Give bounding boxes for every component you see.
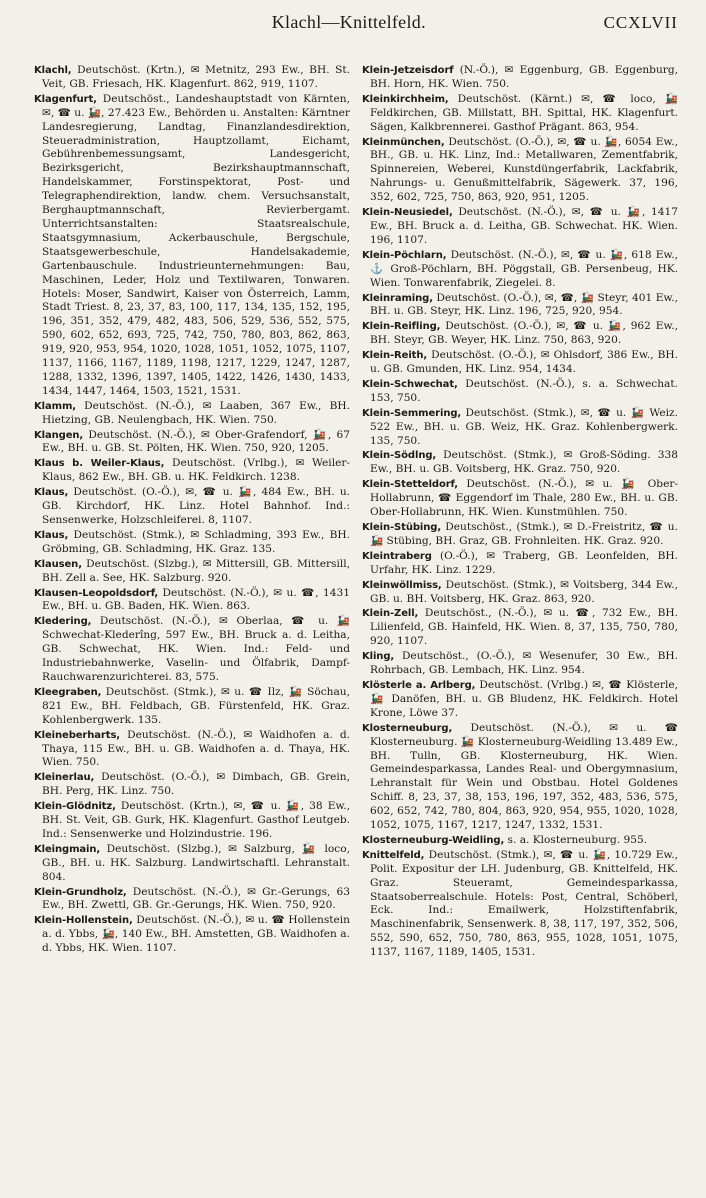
- directory-entry: [362, 292, 678, 320]
- entry-headword: Klein-Zell,: [362, 608, 419, 620]
- entry-text: Deutschöst., Landeshauptstadt von Kärnten, ✉, ☎ u. 🚂, 27.423 Ew., Behörden u. Anstalten: Kärntner Landesregierung, Landtag, Finanzlandesdirektion, Steueradministration, Hauptzollamt, Eichamt, Gebührenbemessungsamt, Landesgericht, Bezirksgericht, Bezirkshauptmannschaft, Handelskammer, Forstinspektorat, Post- und Telegraphendirektion, landw. chem. Versuchsanstalt, Berghauptmannschaft, Revierbergamt. Unterrichtsanstalten: Staatsrealschule, Staatsgymnasium, Ackerbauschule, Bergschule, Staatsgewerbeschule, Handelsakademie, Gartenbauschule. Industrieunternehmungen: Bau, Maschinen, Leder, Holz und Textilwaren, Tonwaren. Hotels: Moser, Sandwirt, Kaiser von Österreich, Lamm, Stadt Triest. 8, 23, 37, 83, 100, 117, 134, 135, 152, 195, 196, 351, 352, 479, 482, 483, 506, 529, 536, 552, 575, 590, 602, 652, 693, 725, 742, 750, 780, 803, 862, 863, 919, 920, 953, 954, 1020, 1028, 1051, 1052, 1075, 1107, 1137, 1166, 1167, 1189, 1198, 1217, 1229, 1247, 1287, 1288, 1332, 1396, 1397, 1405, 1422, 1426, 1430, 1433, 1434, 1447, 1464, 1503, 1521, 1531.: [42, 92, 350, 397]
- entry-text: s. a. Klosterneuburg. 955.: [507, 833, 648, 846]
- entry-headword: Kledering,: [34, 616, 92, 628]
- directory-entry: [362, 579, 678, 607]
- directory-entry: [362, 407, 678, 449]
- entry-headword: Klein-Hollenstein,: [34, 915, 133, 927]
- entry-text: Deutschöst. (Slzbg.), ✉ Mittersill, GB. Mittersill, BH. Zell a. See, HK. Salzburg. 920.: [42, 557, 351, 584]
- directory-entry: [362, 679, 678, 721]
- entry-headword: Kleingmain,: [34, 843, 101, 855]
- entry-headword: Klausen-Leopoldsdorf,: [34, 587, 159, 599]
- entry-text: Deutschöst. (Slzbg.), ✉ Salzburg, 🚂 loco, GB., BH. u. HK. Salzburg. Landwirtschaftl. Lehranstalt. 804.: [42, 842, 350, 883]
- entry-headword: Klein-Neusiedel,: [362, 207, 453, 219]
- entry-text: Deutschöst. (Stmk.), ✉, ☎ u. 🚂, 10.729 Ew., Polit. Expositur der LH. Judenburg, GB. Knittelfeld, HK. Graz. Steueramt, Gemeindesparkassa, Staatsoberrealschule. Hotels: Post, Central, Schöberl, Eck. Ind.: Emailwerk, Holzstiftenfabrik, Maschinenfabrik, Sensenwerk. 8, 38, 117, 197, 352, 506, 552, 590, 652, 750, 780, 863, 955, 1028, 1051, 1075, 1137, 1167, 1189, 1405, 1531.: [370, 848, 679, 959]
- directory-entry: [362, 650, 678, 678]
- entry-headword: Klein-Södlng,: [362, 450, 437, 462]
- directory-entry: [362, 722, 678, 833]
- entry-headword: Kleinerlau,: [34, 772, 95, 784]
- left-column: [34, 64, 350, 961]
- directory-entry: [34, 558, 350, 586]
- entry-headword: Klaus b. Weiler-Klaus,: [34, 458, 165, 470]
- running-title: Klachl—Knittelfeld.: [271, 12, 426, 32]
- directory-entry: [362, 521, 678, 549]
- directory-entry: [34, 587, 350, 615]
- entry-headword: Klein-Reith,: [362, 350, 428, 362]
- directory-entry: [34, 486, 350, 528]
- entry-headword: Kleinkirchheim,: [362, 93, 449, 105]
- entry-columns: [34, 64, 678, 961]
- entry-text: Deutschöst. (O.-Ö.), ✉ Dimbach, GB. Grein, BH. Perg, HK. Linz. 750.: [42, 771, 350, 798]
- directory-entry: [34, 93, 350, 399]
- entry-text: Deutschöst. (N.-Ö.), ✉ Waidhofen a. d. Thaya, 115 Ew., BH. u. GB. Waidhofen a. d. Thaya, HK. Wien. 750.: [42, 728, 350, 769]
- entry-text: Deutschöst. (N.-Ö.), ✉ u. ☎, 1431 Ew., BH. u. GB. Baden, HK. Wien. 863.: [42, 586, 350, 613]
- entry-text: (O.-Ö.), ✉ Traberg, GB. Leonfelden, BH. Urfahr, HK. Linz. 1229.: [370, 549, 678, 576]
- entry-headword: Klausen,: [34, 558, 82, 570]
- entry-text: Deutschöst. (O.-Ö.), ✉ Ohlsdorf, 386 Ew., BH. u. GB. Gmunden, HK. Linz. 954, 1434.: [370, 349, 678, 376]
- entry-text: Deutschöst. (N.-Ö.), ✉ u. ☎ Klosterneuburg. 🚂 Klosterneuburg-Weidling 13.489 Ew., BH. Tulln, GB. Klosterneuburg, HK. Wien. Gemeindesparkassa, Landes Real- und Obergymnasium, Lehranstalt für Wein und Obstbau. Hotel Goldenes Schiff. 8, 23, 37, 38, 153, 196, 197, 352, 483, 536, 575, 602, 652, 742, 780, 804, 863, 920, 954, 955, 1020, 1028, 1052, 1075, 1167, 1217, 1247, 1332, 1531.: [370, 721, 678, 832]
- entry-headword: Klosterneuburg-Weidling,: [362, 834, 505, 846]
- entry-text: Deutschöst. (N.-Ö.), ✉, ☎ u. 🚂, 618 Ew., ⚓ Groß-Pöchlarn, BH. Pöggstall, GB. Persenbeug, HK. Wien. Tonwarenfabrik, Ziegelei. 8.: [370, 248, 678, 289]
- entry-text: Deutschöst. (Stmk.), ✉ u. ☎ Ilz, 🚂 Söchau, 821 Ew., BH. Feldbach, GB. Fürstenfeld, HK. Graz. Kohlenbergwerk. 135.: [42, 685, 350, 726]
- directory-entry: [34, 529, 350, 557]
- entry-headword: Klamm,: [34, 400, 76, 412]
- entry-text: Deutschöst. (Stmk.), ✉ Schladming, 393 Ew., BH. Gröbming, GB. Schladming, HK. Graz. 135.: [42, 528, 350, 555]
- entry-text: Deutschöst. (N.-Ö.), ✉ u. ☎ Hollenstein a. d. Ybbs, 🚂, 140 Ew., BH. Amstetten, GB. Waidhofen a. d. Ybbs, HK. Wien. 1107.: [42, 914, 350, 955]
- entry-text: Deutschöst. (O.-Ö.), ✉, ☎ u. 🚂, 962 Ew., BH. Steyr, GB. Weyer, HK. Linz. 750, 863, 920.: [370, 320, 679, 347]
- entry-headword: Kleineberharts,: [34, 729, 120, 741]
- directory-entry: [362, 349, 678, 377]
- entry-text: Deutschöst. (N.-Ö.), s. a. Schwechat. 153, 750.: [370, 377, 678, 404]
- directory-entry: [34, 800, 350, 842]
- entry-headword: Knittelfeld,: [362, 849, 425, 861]
- entry-text: Deutschöst. (Stmk.), ✉, ☎ u. 🚂 Weiz. 522 Ew., BH. u. GB. Weiz, HK. Graz. Kohlenbergwerk. 135, 750.: [370, 406, 678, 447]
- entry-text: Deutschöst. (O.-Ö.), ✉, ☎, 🚂 Steyr, 401 Ew., BH. u. GB. Steyr, HK. Linz. 196, 725, 920, 954.: [370, 291, 679, 318]
- directory-entry: [34, 686, 350, 728]
- directory-entry: [362, 206, 678, 248]
- entry-headword: Klein-Pöchlarn,: [362, 249, 447, 261]
- entry-headword: Klachl,: [34, 65, 72, 76]
- entry-headword: Klagenfurt,: [34, 93, 97, 105]
- directory-entry: [34, 843, 350, 885]
- entry-headword: Klosterneuburg,: [362, 722, 453, 734]
- entry-headword: Klein-Glödnitz,: [34, 801, 116, 813]
- entry-text: Deutschöst. (Krtn.), ✉, ☎ u. 🚂, 38 Ew., BH. St. Veit, GB. Gurk, HK. Klagenfurt. Gasthof Leutgeb. Ind.: Sensenwerke und Holzindustrie. 196.: [42, 800, 350, 840]
- entry-headword: Klein-Stübing,: [362, 522, 442, 533]
- directory-entry: [34, 457, 350, 485]
- directory-entry: [362, 136, 678, 206]
- entry-headword: Klein-Stetteldorf,: [362, 479, 458, 491]
- entry-text: Deutschöst., (Stmk.), ✉ D.-Freistritz, ☎ u. 🚂 Stübing, BH. Graz, GB. Frohnleiten. HK. Graz. 920.: [370, 521, 678, 547]
- entry-text: Deutschöst. (Kärnt.) ✉, ☎ loco, 🚂 Feldkirchen, GB. Millstatt, BH. Spittal, HK. Klagenfurt. Sägen, Kalkbrennerei. Gasthof Prägant. 863, 954.: [370, 92, 678, 133]
- directory-entry: [34, 729, 350, 771]
- entry-headword: Kling,: [362, 651, 395, 663]
- entry-text: Deutschöst. (Vrlbg.), ✉ Weiler-Klaus, 862 Ew., BH. GB. u. HK. Feldkirch. 1238.: [42, 457, 351, 484]
- entry-headword: Klein-Schwechat,: [362, 378, 458, 390]
- entry-headword: Kleegraben,: [34, 686, 102, 698]
- entry-text: Deutschöst. (O.-Ö.), ✉, ☎ u. 🚂, 6054 Ew., BH., GB. u. HK. Linz, Ind.: Metallwaren, Zementfabrik, Spinnereien, Weberei, Kunstdüngerfabrik, Lackfabrik, Nahrungs- u. Genußmittelfabrik, Sägewerk. 37, 196, 352, 602, 725, 750, 863, 920, 951, 1205.: [370, 135, 678, 204]
- directory-entry: [362, 378, 678, 406]
- right-column: [362, 64, 678, 961]
- directory-entry: [362, 320, 678, 348]
- directory-entry: [34, 400, 350, 428]
- entry-text: Deutschöst. (Stmk.), ✉ Groß-Söding. 338 Ew., BH. u. GB. Voitsberg, HK. Graz. 750, 920.: [370, 449, 679, 476]
- entry-text: Deutschöst. (Krtn.), ✉ Metnitz, 293 Ew., BH. St. Veit, GB. Friesach, HK. Klagenfurt. 862, 919, 1107.: [42, 64, 351, 90]
- entry-text: Deutschöst., (O.-Ö.), ✉ Wesenufer, 30 Ew., BH. Rohrbach, GB. Lembach, HK. Linz. 954.: [370, 650, 678, 677]
- directory-entry: [34, 615, 350, 685]
- directory-entry: [362, 834, 678, 848]
- directory-entry: [34, 771, 350, 799]
- entry-headword: Klaus,: [34, 487, 69, 499]
- entry-headword: Klein-Grundholz,: [34, 886, 127, 898]
- entry-text: Deutschöst. (N.-Ö.), ✉ Oberlaa, ☎ u. 🚂 Schwechat-Klederîng, 597 Ew., BH. Bruck a. d. Leitha, GB. Schwechat, HK. Wien. Ind.: Feld- und Industriebahnwerke, Vaselin- und Ölfabrik, Dampf-Rauchwarenzurichterei. 83, 575.: [42, 615, 350, 683]
- entry-text: Deutschöst. (N.-Ö.), ✉ Laaben, 367 Ew., BH. Hietzing, GB. Neulengbach, HK. Wien. 750.: [42, 399, 350, 426]
- entry-text: Deutschöst. (O.-Ö.), ✉, ☎ u. 🚂, 484 Ew., BH. u. GB. Kirchdorf, HK. Linz. Hotel Bahnhof. Ind.: Sensenwerke, Holzschleiferei. 8, 1107.: [42, 486, 351, 526]
- entry-headword: Kleinmünchen,: [362, 136, 445, 148]
- entry-text: Deutschöst. (Vrlbg.) ✉, ☎ Klösterle, 🚂 Danöfen, BH. u. GB Bludenz, HK. Feldkirch. Hotel Krone, Löwe 37.: [370, 678, 678, 719]
- entry-headword: Klangen,: [34, 429, 84, 441]
- directory-entry: [34, 914, 350, 956]
- entry-headword: Klaus,: [34, 529, 69, 541]
- entry-text: Deutschöst. (N.-Ö.), ✉ Gr.-Gerungs, 63 Ew., BH. Zwettl, GB. Gr.-Gerungs, HK. Wien. 750, 920.: [42, 885, 350, 912]
- entry-text: Deutschöst., (N.-Ö.), ✉ u. ☎, 732 Ew., BH. Lilienfeld, GB. Hainfeld, HK. Wien. 8, 37, 135, 750, 780, 920, 1107.: [370, 607, 678, 648]
- entry-text: Deutschöst. (N.-Ö.), ✉, ☎ u. 🚂, 1417 Ew., BH. Bruck a. d. Leitha, GB. Schwechat. HK. Wien. 196, 1107.: [370, 206, 678, 246]
- entry-headword: Klein-Semmering,: [362, 407, 462, 419]
- directory-entry: [362, 550, 678, 578]
- entry-headword: Klein-Reifling,: [362, 321, 441, 333]
- page-number: CCXLVII: [603, 13, 678, 32]
- directory-entry: [362, 849, 678, 960]
- page-header: [34, 12, 678, 46]
- entry-headword: Klein-Jetzeisdorf: [362, 65, 454, 76]
- entry-text: (N.-Ö.), ✉ Eggenburg, GB. Eggenburg, BH. Horn, HK. Wien. 750.: [370, 64, 678, 90]
- directory-entry: [362, 607, 678, 649]
- directory-entry: [362, 64, 678, 92]
- directory-entry: [362, 449, 678, 477]
- entry-headword: Kleinwöllmiss,: [362, 579, 442, 591]
- directory-entry: [34, 64, 350, 92]
- entry-text: Deutschöst. (N.-Ö.), ✉ u. 🚂 Ober-Hollabrunn, ☎ Eggendorf im Thale, 280 Ew., BH. u. GB. Ober-Hollabrunn, HK. Wien. Kunstmühlen. 750.: [370, 478, 678, 519]
- entry-text: Deutschöst. (Stmk.), ✉ Voitsberg, 344 Ew., GB. u. BH. Voitsberg, HK. Graz. 863, 920.: [370, 578, 678, 605]
- directory-entry: [34, 886, 350, 914]
- directory-entry: [362, 93, 678, 135]
- directory-entry: [34, 429, 350, 457]
- entry-headword: Kleintraberg: [362, 550, 432, 562]
- directory-entry: [362, 249, 678, 291]
- directory-entry: [362, 478, 678, 520]
- entry-text: Deutschöst. (N.-Ö.), ✉ Ober-Grafendorf, 🚂, 67 Ew., BH. u. GB. St. Pölten, HK. Wien. 750, 920, 1205.: [42, 428, 351, 455]
- entry-headword: Kleinraming,: [362, 292, 433, 304]
- entry-headword: Klösterle a. Arlberg,: [362, 679, 476, 691]
